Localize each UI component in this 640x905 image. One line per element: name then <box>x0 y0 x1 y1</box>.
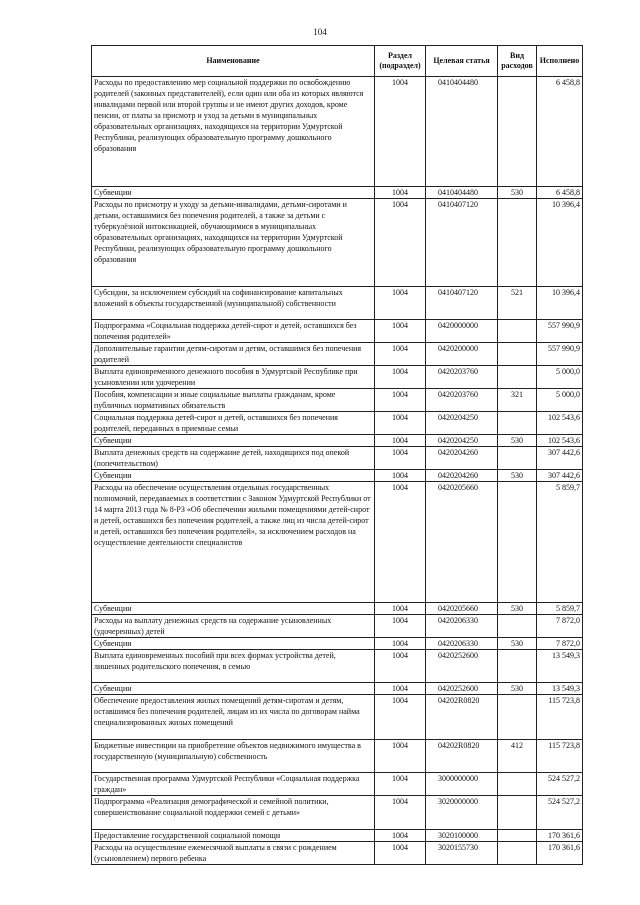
cell-type <box>498 77 537 187</box>
cell-name: Субвенции <box>92 187 375 199</box>
table-row <box>92 482 583 603</box>
cell-section: 1004 <box>375 638 426 650</box>
table-row <box>92 603 583 615</box>
cell-target: 0420252600 <box>426 683 498 695</box>
cell-done: 13 549,3 <box>537 650 583 683</box>
cell-type <box>498 366 537 389</box>
cell-type <box>498 199 537 287</box>
cell-target: 04202R0820 <box>426 695 498 740</box>
cell-section: 1004 <box>375 796 426 830</box>
cell-type: 321 <box>498 389 537 412</box>
cell-type <box>498 773 537 796</box>
cell-done: 13 549,3 <box>537 683 583 695</box>
table-row <box>92 830 583 842</box>
cell-type <box>498 615 537 638</box>
cell-type <box>498 482 537 603</box>
table-row <box>92 412 583 435</box>
cell-done: 10 396,4 <box>537 287 583 320</box>
table-row <box>92 343 583 366</box>
cell-name: Подпрограмма «Реализация демографической и семейной политики, совершенствование социальной поддержки семей с детьми» <box>92 796 375 830</box>
cell-section: 1004 <box>375 187 426 199</box>
cell-done: 524 527,2 <box>537 773 583 796</box>
cell-section: 1004 <box>375 389 426 412</box>
cell-section: 1004 <box>375 482 426 603</box>
cell-target: 0420203760 <box>426 366 498 389</box>
cell-name: Субвенции <box>92 435 375 447</box>
cell-type: 530 <box>498 435 537 447</box>
table-row <box>92 650 583 683</box>
cell-done: 170 361,6 <box>537 842 583 865</box>
cell-target: 0410404480 <box>426 187 498 199</box>
table-row <box>92 638 583 650</box>
cell-name: Обеспечение предоставления жилых помещений детям-сиротам и детям, оставшимся без попечения родителей, лицам из их числа по договорам найма специализированных жилых помещений <box>92 695 375 740</box>
cell-type <box>498 343 537 366</box>
cell-done: 5 000,0 <box>537 366 583 389</box>
cell-section: 1004 <box>375 842 426 865</box>
cell-section: 1004 <box>375 412 426 435</box>
cell-name: Расходы на осуществление ежемесячной выплаты в связи с рождением (усыновлением) первого ребенка <box>92 842 375 865</box>
cell-name: Предоставление государственной социальной помощи <box>92 830 375 842</box>
table-row <box>92 320 583 343</box>
table-row <box>92 740 583 773</box>
table-row <box>92 842 583 865</box>
cell-done: 5 859,7 <box>537 603 583 615</box>
cell-name: Социальная поддержка детей-сирот и детей, оставшихся без попечения родителей, переданных в приемные семьи <box>92 412 375 435</box>
cell-done: 115 723,8 <box>537 740 583 773</box>
cell-done: 102 543,6 <box>537 435 583 447</box>
cell-section: 1004 <box>375 615 426 638</box>
cell-name: Государственная программа Удмуртской Республики «Социальная поддержка граждан» <box>92 773 375 796</box>
header-done: Исполнено <box>537 46 583 77</box>
cell-type <box>498 695 537 740</box>
table-header-row <box>92 46 583 77</box>
cell-target: 3020155730 <box>426 842 498 865</box>
cell-type <box>498 412 537 435</box>
cell-section: 1004 <box>375 343 426 366</box>
cell-section: 1004 <box>375 603 426 615</box>
cell-target: 0420252600 <box>426 650 498 683</box>
cell-done: 5 000,0 <box>537 389 583 412</box>
cell-section: 1004 <box>375 830 426 842</box>
cell-done: 115 723,8 <box>537 695 583 740</box>
cell-target: 3020100000 <box>426 830 498 842</box>
cell-name: Субвенции <box>92 683 375 695</box>
cell-type <box>498 830 537 842</box>
budget-table <box>91 45 583 865</box>
cell-name: Выплата единовременного денежного пособия в Удмуртской Республике при усыновлении или удочерении <box>92 366 375 389</box>
cell-section: 1004 <box>375 287 426 320</box>
table-row <box>92 287 583 320</box>
cell-name: Подпрограмма «Социальная поддержка детей-сирот и детей, оставшихся без попечения родителей» <box>92 320 375 343</box>
cell-target: 0410404480 <box>426 77 498 187</box>
table-row <box>92 389 583 412</box>
cell-section: 1004 <box>375 650 426 683</box>
table-row <box>92 187 583 199</box>
table-row <box>92 77 583 187</box>
cell-done: 5 859,7 <box>537 482 583 603</box>
cell-section: 1004 <box>375 695 426 740</box>
cell-section: 1004 <box>375 773 426 796</box>
cell-name: Расходы на обеспечение осуществления отдельных государственных полномочий, передаваемых в соответствии с Законом Удмуртской Республики от 14 марта 2013 года № 8-РЗ «Об обеспечении жилыми помещениями детей-сирот и детей, оставшихся без попечения родителей, а также лиц из числа детей-сирот и детей, оставшихся без попечения родителей», за исключением расходов на осуществление деятельности специалистов <box>92 482 375 603</box>
table-row <box>92 615 583 638</box>
cell-name: Субвенции <box>92 470 375 482</box>
table-row <box>92 773 583 796</box>
cell-type: 530 <box>498 603 537 615</box>
cell-name: Дополнительные гарантии детям-сиротам и детям, оставшимся без попечения родителей <box>92 343 375 366</box>
cell-name: Субвенции <box>92 638 375 650</box>
cell-done: 7 872,0 <box>537 638 583 650</box>
cell-done: 524 527,2 <box>537 796 583 830</box>
cell-done: 307 442,6 <box>537 447 583 470</box>
cell-target: 3000000000 <box>426 773 498 796</box>
cell-name: Расходы по присмотру и уходу за детьми-инвалидами, детьми-сиротами и детьми, оставшимися без попечения родителей, а также за детьми с туберкулёзной интоксикацией, обучающимися в муниципальных образовательных организациях, находящихся на территории Удмуртской Республики, реализующих образовательную программу дошкольного образования <box>92 199 375 287</box>
cell-target: 0410407120 <box>426 287 498 320</box>
cell-done: 307 442,6 <box>537 470 583 482</box>
cell-name: Расходы на выплату денежных средств на содержание усыновленных (удочеренных) детей <box>92 615 375 638</box>
cell-done: 6 458,8 <box>537 77 583 187</box>
table-row <box>92 796 583 830</box>
table-row <box>92 470 583 482</box>
cell-section: 1004 <box>375 435 426 447</box>
table-body <box>92 77 583 865</box>
cell-type: 530 <box>498 470 537 482</box>
cell-name: Выплата денежных средств на содержание детей, находящихся под опекой (попечительством) <box>92 447 375 470</box>
cell-done: 10 396,4 <box>537 199 583 287</box>
page-number: 104 <box>313 27 327 37</box>
cell-target: 0420000000 <box>426 320 498 343</box>
cell-target: 0420206330 <box>426 638 498 650</box>
cell-section: 1004 <box>375 470 426 482</box>
cell-target: 0420205660 <box>426 603 498 615</box>
cell-section: 1004 <box>375 366 426 389</box>
table-row <box>92 366 583 389</box>
cell-target: 0420204260 <box>426 447 498 470</box>
cell-target: 0420204250 <box>426 412 498 435</box>
table-row <box>92 683 583 695</box>
cell-type: 530 <box>498 638 537 650</box>
table-row <box>92 695 583 740</box>
cell-type <box>498 447 537 470</box>
cell-target: 04202R0820 <box>426 740 498 773</box>
cell-type <box>498 650 537 683</box>
cell-type <box>498 320 537 343</box>
cell-done: 557 990,9 <box>537 343 583 366</box>
cell-target: 0420205660 <box>426 482 498 603</box>
cell-name: Пособия, компенсации и иные социальные выплаты гражданам, кроме публичных нормативных обязательств <box>92 389 375 412</box>
cell-target: 0420204250 <box>426 435 498 447</box>
cell-done: 6 458,8 <box>537 187 583 199</box>
cell-section: 1004 <box>375 447 426 470</box>
cell-name: Бюджетные инвестиции на приобретение объектов недвижимого имущества в государственную (муниципальную) собственность <box>92 740 375 773</box>
cell-name: Расходы по предоставлению мер социальной поддержки по освобождению родителей (законных представителей), если один или оба из которых являются инвалидами первой или второй группы и не имеют других доходов, кроме пенсии, от платы за присмотр и уход за детьми в муниципальных образовательных организациях, находящихся на территории Удмуртской Республики, реализующих образовательную программу дошкольного образования <box>92 77 375 187</box>
cell-done: 102 543,6 <box>537 412 583 435</box>
cell-target: 0420204260 <box>426 470 498 482</box>
cell-done: 170 361,6 <box>537 830 583 842</box>
header-target: Целевая статья <box>426 46 498 77</box>
cell-section: 1004 <box>375 740 426 773</box>
cell-target: 0420200000 <box>426 343 498 366</box>
cell-section: 1004 <box>375 199 426 287</box>
header-type: Вид расходов <box>498 46 537 77</box>
cell-section: 1004 <box>375 77 426 187</box>
cell-type <box>498 842 537 865</box>
cell-target: 0410407120 <box>426 199 498 287</box>
cell-done: 557 990,9 <box>537 320 583 343</box>
cell-type <box>498 796 537 830</box>
header-section: Раздел (подраздел) <box>375 46 426 77</box>
cell-target: 3020000000 <box>426 796 498 830</box>
cell-name: Выплата единовременных пособий при всех формах устройства детей, лишенных родительского попечения, в семью <box>92 650 375 683</box>
cell-done: 7 872,0 <box>537 615 583 638</box>
cell-type: 530 <box>498 683 537 695</box>
table-row <box>92 447 583 470</box>
cell-name: Субсидии, за исключением субсидий на софинансирование капитальных вложений в объекты государственной (муниципальной) собственности <box>92 287 375 320</box>
cell-name: Субвенции <box>92 603 375 615</box>
cell-section: 1004 <box>375 683 426 695</box>
cell-type: 521 <box>498 287 537 320</box>
table-row <box>92 435 583 447</box>
cell-section: 1004 <box>375 320 426 343</box>
cell-target: 0420203760 <box>426 389 498 412</box>
cell-target: 0420206330 <box>426 615 498 638</box>
table-row <box>92 199 583 287</box>
cell-type: 530 <box>498 187 537 199</box>
cell-type: 412 <box>498 740 537 773</box>
header-name: Наименование <box>92 46 375 77</box>
